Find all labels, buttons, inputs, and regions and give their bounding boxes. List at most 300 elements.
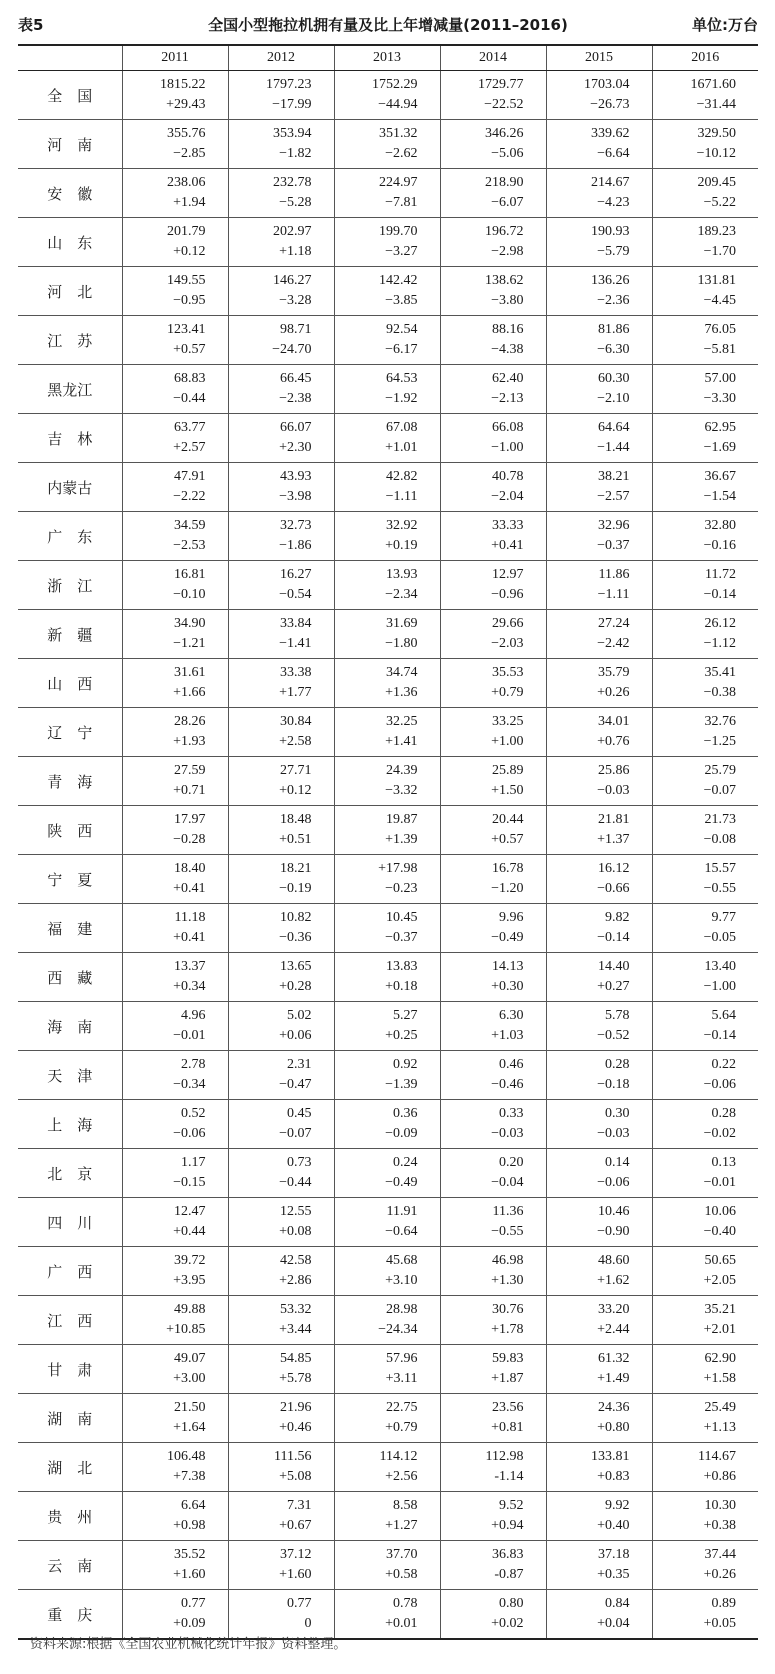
- stock-value: 50.65: [704, 1253, 736, 1268]
- change-value: +0.19: [385, 538, 418, 553]
- value-cell: [122, 1002, 228, 1051]
- value-cell: [546, 610, 652, 659]
- header-year: 2012: [228, 45, 334, 71]
- value-cell: [228, 1590, 334, 1640]
- tractor-table: [18, 44, 758, 1640]
- stock-value: 5.02: [287, 1008, 312, 1023]
- value-cell: [122, 1590, 228, 1640]
- change-value: −0.19: [279, 881, 312, 896]
- change-value: +3.10: [385, 1273, 418, 1288]
- change-value: +0.81: [491, 1420, 524, 1435]
- region-name: 上 海: [18, 1100, 122, 1149]
- table-row: [18, 365, 758, 414]
- stock-value: 28.98: [386, 1302, 418, 1317]
- value-cell: [228, 1443, 334, 1492]
- value-cell: [122, 267, 228, 316]
- value-cell: [440, 855, 546, 904]
- change-value: +0.46: [279, 1420, 312, 1435]
- value-cell: [652, 512, 758, 561]
- change-value: −2.22: [173, 489, 206, 504]
- value-cell: [122, 659, 228, 708]
- value-cell: [334, 1345, 440, 1394]
- region-name: 江 苏: [18, 316, 122, 365]
- change-value: −0.08: [703, 832, 736, 847]
- value-cell: [228, 1051, 334, 1100]
- stock-value: 34.01: [598, 714, 630, 729]
- value-cell: [228, 904, 334, 953]
- value-cell: [334, 218, 440, 267]
- change-value: +7.38: [173, 1469, 206, 1484]
- value-cell: [440, 1051, 546, 1100]
- value-cell: [652, 218, 758, 267]
- change-value: +0.30: [491, 979, 524, 994]
- value-cell: [440, 316, 546, 365]
- stock-value: 199.70: [379, 224, 418, 239]
- value-cell: [334, 1394, 440, 1443]
- value-cell: [652, 463, 758, 512]
- change-value: −0.55: [491, 1224, 524, 1239]
- value-cell: [334, 1149, 440, 1198]
- value-cell: [122, 316, 228, 365]
- value-cell: [228, 1247, 334, 1296]
- region-name: 江 西: [18, 1296, 122, 1345]
- change-value: +2.01: [703, 1322, 736, 1337]
- value-cell: [334, 610, 440, 659]
- change-value: +0.12: [279, 783, 312, 798]
- value-cell: [652, 904, 758, 953]
- value-cell: [122, 708, 228, 757]
- stock-value: 25.79: [704, 763, 736, 778]
- value-cell: [546, 904, 652, 953]
- value-cell: [334, 1100, 440, 1149]
- value-cell: [122, 1051, 228, 1100]
- change-value: −0.07: [279, 1126, 312, 1141]
- change-value: −0.03: [597, 783, 630, 798]
- change-value: −0.01: [703, 1175, 736, 1190]
- value-cell: [122, 1345, 228, 1394]
- header-year: 2011: [122, 45, 228, 71]
- header-year: 2016: [652, 45, 758, 71]
- stock-value: 34.74: [386, 665, 418, 680]
- change-value: +0.57: [173, 342, 206, 357]
- change-value: −31.44: [696, 97, 736, 112]
- stock-value: 9.82: [605, 910, 630, 925]
- stock-value: 88.16: [492, 322, 524, 337]
- change-value: −4.38: [491, 342, 524, 357]
- stock-value: 1.17: [181, 1155, 206, 1170]
- change-value: −2.42: [597, 636, 630, 651]
- stock-value: 57.96: [386, 1351, 418, 1366]
- stock-value: 21.96: [280, 1400, 312, 1415]
- change-value: +1.87: [491, 1371, 524, 1386]
- change-value: −0.38: [703, 685, 736, 700]
- value-cell: [546, 218, 652, 267]
- stock-value: 57.00: [704, 371, 736, 386]
- unit-label: 单位:万台: [692, 16, 758, 34]
- change-value: +0.35: [597, 1567, 630, 1582]
- stock-value: 209.45: [697, 175, 736, 190]
- table-row: [18, 1149, 758, 1198]
- change-value: +2.86: [279, 1273, 312, 1288]
- stock-value: 133.81: [591, 1449, 630, 1464]
- stock-value: 61.32: [598, 1351, 630, 1366]
- header-year: 2013: [334, 45, 440, 71]
- change-value: +0.40: [597, 1518, 630, 1533]
- value-cell: [652, 708, 758, 757]
- stock-value: 9.52: [499, 1498, 524, 1513]
- stock-value: 18.21: [280, 861, 312, 876]
- value-cell: [122, 365, 228, 414]
- stock-value: 53.32: [280, 1302, 312, 1317]
- change-value: +0.79: [491, 685, 524, 700]
- value-cell: [122, 757, 228, 806]
- change-value: −0.02: [703, 1126, 736, 1141]
- change-value: −0.36: [279, 930, 312, 945]
- stock-value: 54.85: [280, 1351, 312, 1366]
- change-value: −0.90: [597, 1224, 630, 1239]
- stock-value: 37.70: [386, 1547, 418, 1562]
- value-cell: [440, 1443, 546, 1492]
- region-name: 福 建: [18, 904, 122, 953]
- stock-value: 0.33: [499, 1106, 524, 1121]
- region-name: 山 东: [18, 218, 122, 267]
- change-value: −0.06: [597, 1175, 630, 1190]
- change-value: +0.12: [173, 244, 206, 259]
- value-cell: [440, 806, 546, 855]
- stock-value: 7.31: [287, 1498, 312, 1513]
- value-cell: [228, 71, 334, 120]
- stock-value: 34.59: [174, 518, 206, 533]
- change-value: +0.83: [597, 1469, 630, 1484]
- value-cell: [652, 757, 758, 806]
- value-cell: [440, 610, 546, 659]
- stock-value: 13.93: [386, 567, 418, 582]
- value-cell: [122, 610, 228, 659]
- change-value: −3.80: [491, 293, 524, 308]
- value-cell: [652, 953, 758, 1002]
- change-value: −3.28: [279, 293, 312, 308]
- value-cell: [652, 1002, 758, 1051]
- stock-value: 15.57: [704, 861, 736, 876]
- stock-value: 13.40: [704, 959, 736, 974]
- change-value: −1.11: [597, 587, 630, 602]
- stock-value: 0.14: [605, 1155, 630, 1170]
- region-name: 吉 林: [18, 414, 122, 463]
- change-value: −0.10: [173, 587, 206, 602]
- stock-value: 19.87: [386, 812, 418, 827]
- change-value: −0.14: [703, 1028, 736, 1043]
- stock-value: 6.64: [181, 1498, 206, 1513]
- value-cell: [122, 1247, 228, 1296]
- change-value: −4.45: [703, 293, 736, 308]
- value-cell: [652, 1198, 758, 1247]
- table-row: [18, 1541, 758, 1590]
- value-cell: [546, 1149, 652, 1198]
- stock-value: 0.73: [287, 1155, 312, 1170]
- value-cell: [228, 120, 334, 169]
- stock-value: 202.97: [273, 224, 312, 239]
- stock-value: 76.05: [704, 322, 736, 337]
- value-cell: [228, 855, 334, 904]
- change-value: −2.38: [279, 391, 312, 406]
- region-name: 广 东: [18, 512, 122, 561]
- stock-value: 111.56: [274, 1449, 312, 1464]
- value-cell: [440, 1590, 546, 1640]
- change-value: −6.07: [491, 195, 524, 210]
- region-name: 浙 江: [18, 561, 122, 610]
- change-value: −0.40: [703, 1224, 736, 1239]
- change-value: −1.20: [491, 881, 524, 896]
- change-value: −0.44: [279, 1175, 312, 1190]
- value-cell: [122, 120, 228, 169]
- value-cell: [228, 1296, 334, 1345]
- value-cell: [440, 1100, 546, 1149]
- table-row: [18, 708, 758, 757]
- stock-value: 149.55: [167, 273, 206, 288]
- stock-value: 0.30: [605, 1106, 630, 1121]
- region-name: 北 京: [18, 1149, 122, 1198]
- change-value: −1.00: [703, 979, 736, 994]
- value-cell: [652, 71, 758, 120]
- value-cell: [652, 659, 758, 708]
- value-cell: [334, 463, 440, 512]
- value-cell: [334, 806, 440, 855]
- change-value: +0.18: [385, 979, 418, 994]
- stock-value: 1815.22: [160, 77, 206, 92]
- change-value: +1.01: [385, 440, 418, 455]
- stock-value: 14.13: [492, 959, 524, 974]
- change-value: +0.01: [385, 1616, 418, 1631]
- table-row: [18, 904, 758, 953]
- stock-value: 339.62: [591, 126, 630, 141]
- stock-value: 27.24: [598, 616, 630, 631]
- change-value: +1.49: [597, 1371, 630, 1386]
- stock-value: 33.25: [492, 714, 524, 729]
- value-cell: [546, 169, 652, 218]
- stock-value: 35.21: [704, 1302, 736, 1317]
- region-name: 山 西: [18, 659, 122, 708]
- stock-value: 1671.60: [690, 77, 736, 92]
- value-cell: [334, 1443, 440, 1492]
- stock-value: 40.78: [492, 469, 524, 484]
- value-cell: [652, 316, 758, 365]
- value-cell: [228, 659, 334, 708]
- region-name: 青 海: [18, 757, 122, 806]
- table-row: [18, 610, 758, 659]
- stock-value: 32.92: [386, 518, 418, 533]
- stock-value: 11.18: [174, 910, 206, 925]
- change-value: −0.09: [385, 1126, 418, 1141]
- stock-value: 28.26: [174, 714, 206, 729]
- value-cell: [546, 1345, 652, 1394]
- stock-value: 23.56: [492, 1400, 524, 1415]
- region-name: 安 徽: [18, 169, 122, 218]
- table-row: [18, 463, 758, 512]
- change-value: −1.12: [703, 636, 736, 651]
- stock-value: 0.46: [499, 1057, 524, 1072]
- stock-value: 2.31: [287, 1057, 312, 1072]
- change-value: +0.98: [173, 1518, 206, 1533]
- value-cell: [122, 414, 228, 463]
- stock-value: 33.84: [280, 616, 312, 631]
- value-cell: [440, 708, 546, 757]
- stock-value: 64.64: [598, 420, 630, 435]
- change-value: +3.00: [173, 1371, 206, 1386]
- change-value: −5.28: [279, 195, 312, 210]
- stock-value: 31.61: [174, 665, 206, 680]
- value-cell: [652, 1247, 758, 1296]
- stock-value: 1703.04: [584, 77, 630, 92]
- change-value: +1.58: [703, 1371, 736, 1386]
- change-value: −0.49: [491, 930, 524, 945]
- stock-value: 66.07: [280, 420, 312, 435]
- change-value: +1.30: [491, 1273, 524, 1288]
- stock-value: 92.54: [386, 322, 418, 337]
- stock-value: 25.49: [704, 1400, 736, 1415]
- change-value: −0.05: [703, 930, 736, 945]
- region-name: 海 南: [18, 1002, 122, 1051]
- value-cell: [546, 1394, 652, 1443]
- stock-value: 112.98: [485, 1449, 524, 1464]
- value-cell: [334, 1492, 440, 1541]
- change-value: +0.44: [173, 1224, 206, 1239]
- region-name: 黑龙江: [18, 365, 122, 414]
- change-value: −10.12: [696, 146, 736, 161]
- value-cell: [546, 659, 652, 708]
- stock-value: 13.65: [280, 959, 312, 974]
- stock-value: 12.47: [174, 1204, 206, 1219]
- change-value: −0.54: [279, 587, 312, 602]
- value-cell: [228, 169, 334, 218]
- value-cell: [122, 806, 228, 855]
- stock-value: 0.22: [711, 1057, 736, 1072]
- change-value: −2.03: [491, 636, 524, 651]
- value-cell: [546, 365, 652, 414]
- stock-value: 37.12: [280, 1547, 312, 1562]
- change-value: +1.93: [173, 734, 206, 749]
- stock-value: 0.20: [499, 1155, 524, 1170]
- value-cell: [440, 414, 546, 463]
- stock-value: 67.08: [386, 420, 418, 435]
- stock-value: 47.91: [174, 469, 206, 484]
- value-cell: [546, 708, 652, 757]
- change-value: +1.39: [385, 832, 418, 847]
- stock-value: 31.69: [386, 616, 418, 631]
- change-value: +29.43: [166, 97, 206, 112]
- region-name: 云 南: [18, 1541, 122, 1590]
- value-cell: [228, 1492, 334, 1541]
- value-cell: [440, 1345, 546, 1394]
- stock-value: 35.52: [174, 1547, 206, 1562]
- value-cell: [440, 169, 546, 218]
- stock-value: 11.86: [598, 567, 630, 582]
- change-value: +1.00: [491, 734, 524, 749]
- change-value: +0.94: [491, 1518, 524, 1533]
- stock-value: 42.82: [386, 469, 418, 484]
- stock-value: 42.58: [280, 1253, 312, 1268]
- table-row: [18, 659, 758, 708]
- change-value: −3.30: [703, 391, 736, 406]
- value-cell: [546, 1296, 652, 1345]
- value-cell: [546, 512, 652, 561]
- stock-value: 224.97: [379, 175, 418, 190]
- region-name: 宁 夏: [18, 855, 122, 904]
- change-value: −3.85: [385, 293, 418, 308]
- value-cell: [546, 1100, 652, 1149]
- stock-value: 63.77: [174, 420, 206, 435]
- value-cell: [546, 1443, 652, 1492]
- change-value: −22.52: [484, 97, 524, 112]
- region-name: 重 庆: [18, 1590, 122, 1640]
- change-value: −3.32: [385, 783, 418, 798]
- change-value: +0.41: [173, 881, 206, 896]
- change-value: +0.79: [385, 1420, 418, 1435]
- table-row: [18, 71, 758, 120]
- change-value: +2.44: [597, 1322, 630, 1337]
- region-name: 四 川: [18, 1198, 122, 1247]
- stock-value: 0.80: [499, 1596, 524, 1611]
- value-cell: [652, 610, 758, 659]
- change-value: +1.77: [279, 685, 312, 700]
- stock-value: 190.93: [591, 224, 630, 239]
- value-cell: [228, 414, 334, 463]
- value-cell: [652, 365, 758, 414]
- value-cell: [334, 757, 440, 806]
- value-cell: [122, 1541, 228, 1590]
- value-cell: [652, 1345, 758, 1394]
- change-value: +1.62: [597, 1273, 630, 1288]
- change-value: +10.85: [166, 1322, 206, 1337]
- change-value: −6.64: [597, 146, 630, 161]
- stock-value: 0.52: [181, 1106, 206, 1121]
- value-cell: [228, 365, 334, 414]
- change-value: −0.44: [173, 391, 206, 406]
- stock-value: 13.83: [386, 959, 418, 974]
- change-value: +0.71: [173, 783, 206, 798]
- stock-value: 49.88: [174, 1302, 206, 1317]
- stock-value: 36.67: [704, 469, 736, 484]
- value-cell: [546, 414, 652, 463]
- value-cell: [440, 463, 546, 512]
- value-cell: [334, 512, 440, 561]
- stock-value: 131.81: [697, 273, 736, 288]
- change-value: -0.87: [494, 1567, 524, 1582]
- change-value: +1.27: [385, 1518, 418, 1533]
- stock-value: 0.77: [287, 1596, 312, 1611]
- value-cell: [334, 1590, 440, 1640]
- value-cell: [546, 953, 652, 1002]
- value-cell: [440, 659, 546, 708]
- stock-value: 189.23: [697, 224, 736, 239]
- change-value: −6.17: [385, 342, 418, 357]
- stock-value: 16.81: [174, 567, 206, 582]
- value-cell: [228, 610, 334, 659]
- stock-value: 66.45: [280, 371, 312, 386]
- change-value: −0.06: [173, 1126, 206, 1141]
- stock-value: 238.06: [167, 175, 206, 190]
- change-value: +0.05: [703, 1616, 736, 1631]
- stock-value: 123.41: [167, 322, 206, 337]
- change-value: +2.57: [173, 440, 206, 455]
- stock-value: 66.08: [492, 420, 524, 435]
- change-value: +1.78: [491, 1322, 524, 1337]
- stock-value: 2.78: [181, 1057, 206, 1072]
- stock-value: 10.46: [598, 1204, 630, 1219]
- value-cell: [440, 218, 546, 267]
- change-value: −1.70: [703, 244, 736, 259]
- table-row: [18, 1443, 758, 1492]
- value-cell: [228, 757, 334, 806]
